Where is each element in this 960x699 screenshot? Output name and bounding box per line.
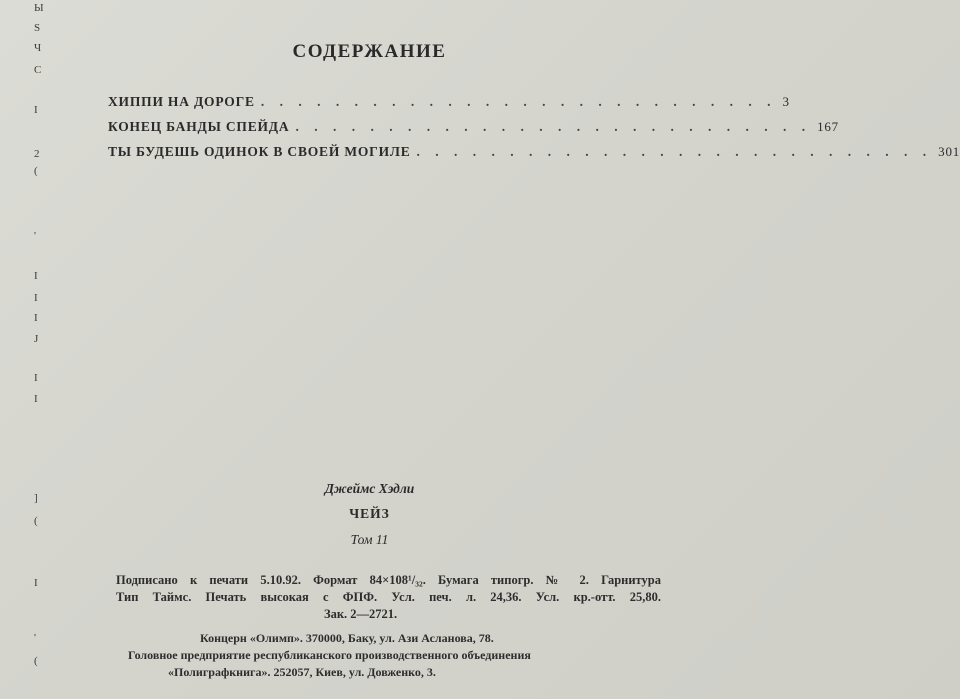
author-name: Джеймс Хэдли	[324, 481, 415, 496]
margin-mark: І	[34, 312, 38, 324]
toc-entry	[108, 94, 790, 119]
publisher-line: Головное предприятие республиканского производственного объединения	[128, 648, 531, 662]
toc-entry-title: ХИППИ НА ДОРОГЕ	[108, 94, 255, 109]
toc-leader-dots: . . . . . . . . . . . . . . . . . . . . . . . . . . . .	[295, 119, 812, 134]
publisher-info	[128, 630, 663, 681]
margin-mark: І	[34, 292, 38, 304]
margin-mark: Ы	[34, 2, 44, 14]
margin-mark: 2	[34, 148, 40, 160]
publisher-line: «Полиграфкнига». 252057, Киев, ул. Довженко, 3.	[168, 665, 436, 679]
toc-entry	[108, 144, 960, 169]
toc-entry-title: КОНЕЦ БАНДЫ СПЕЙДА	[108, 119, 290, 134]
table-of-contents	[108, 94, 960, 169]
toc-entry	[108, 119, 839, 144]
publisher-line: Концерн «Олимп». 370000, Баку, ул. Ази Асланова, 78.	[200, 631, 494, 645]
volume-number: Том 11	[350, 532, 389, 547]
margin-mark: (	[34, 515, 38, 527]
toc-leader-dots: . . . . . . . . . . . . . . . . . . . . . . . . . . . .	[416, 144, 933, 159]
margin-mark: І	[34, 104, 38, 116]
margin-mark: '	[34, 230, 36, 242]
margin-mark: І	[34, 393, 38, 405]
book-title: ЧЕЙЗ	[349, 506, 390, 521]
margin-mark: І	[34, 270, 38, 282]
margin-mark: І	[34, 577, 38, 589]
imprint-line: Зак. 2—2721.	[324, 607, 398, 621]
margin-mark: Ј	[34, 333, 39, 345]
toc-entry-page: 301	[938, 144, 960, 159]
margin-mark: S	[34, 22, 41, 34]
margin-mark: С	[34, 64, 42, 76]
margin-mark: (	[34, 655, 38, 667]
margin-mark: І	[34, 372, 38, 384]
margin-mark: ]	[34, 492, 38, 504]
imprint-line: Подписано к печати 5.10.92. Формат 84×108¹/₃₂. Бумага типогр. № 2. Гарнитура	[116, 573, 661, 587]
contents-heading: СОДЕРЖАНИЕ	[292, 41, 447, 62]
margin-mark: (	[34, 165, 38, 177]
toc-entry-title: ТЫ БУДЕШЬ ОДИНОК В СВОЕЙ МОГИЛЕ	[108, 144, 411, 159]
margin-mark: Ч	[34, 42, 42, 54]
toc-entry-page: 167	[817, 119, 839, 134]
toc-entry-page: 3	[782, 94, 790, 109]
print-imprint	[116, 572, 661, 623]
toc-leader-dots: . . . . . . . . . . . . . . . . . . . . . . . . . . . .	[260, 94, 777, 109]
imprint-line: Тип Таймс. Печать высокая с ФПФ. Усл. печ. л. 24,36. Усл. кр.-отт. 25,80.	[116, 590, 661, 604]
margin-mark: '	[34, 632, 36, 644]
